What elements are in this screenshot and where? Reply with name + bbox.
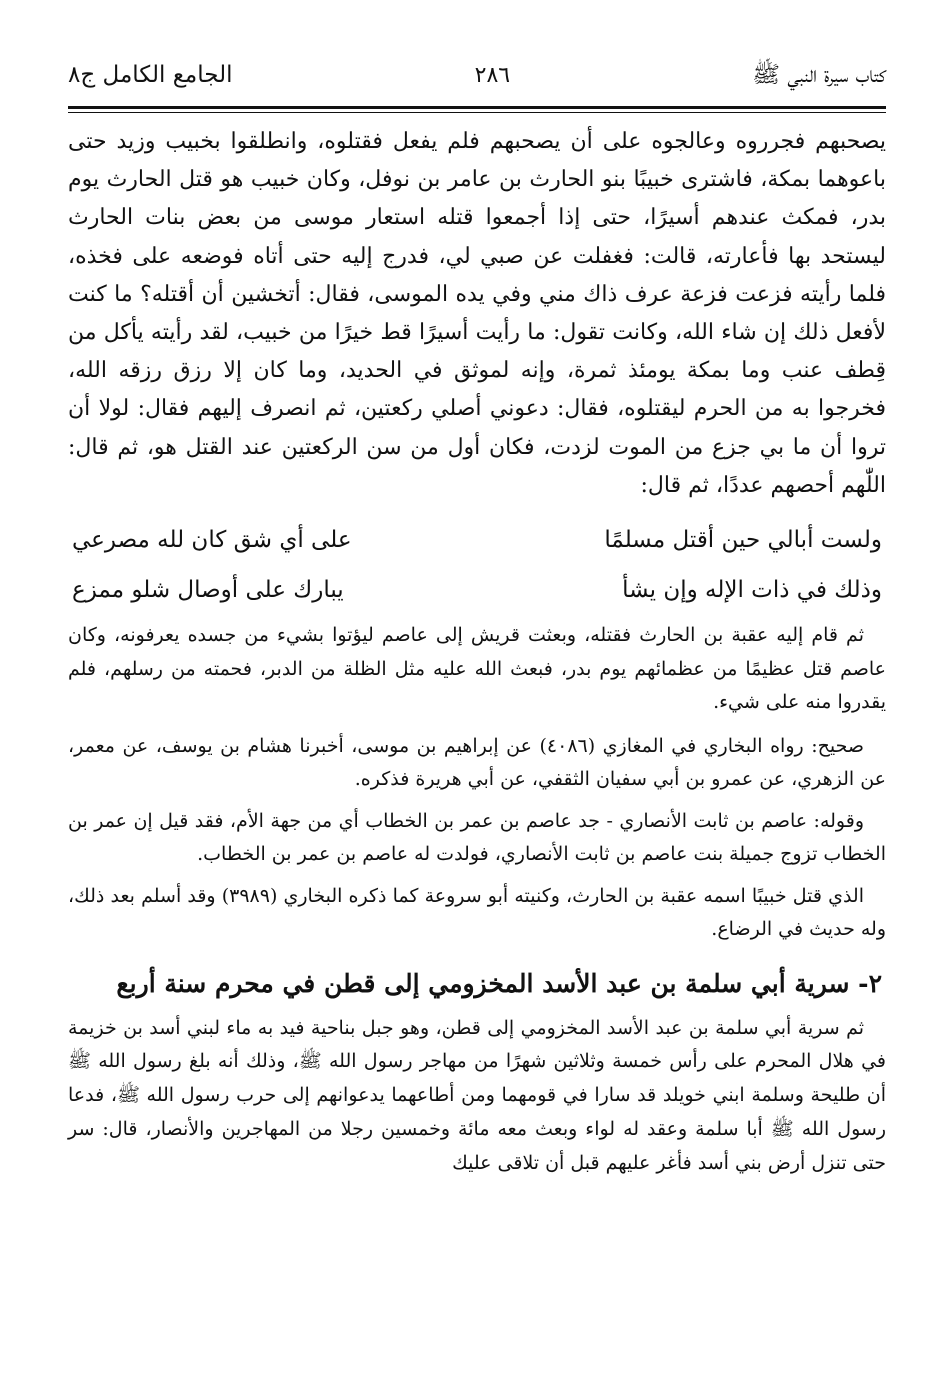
header-rule-thick	[68, 106, 886, 109]
note-asim: وقوله: عاصم بن ثابت الأنصاري - جد عاصم بن عمر بن الخطاب أي من جهة الأم، فقد قيل إن عمر بن الخطاب تزوج جميلة بنت عاصم بن ثابت الأنصاري، فولدت له عاصم بن عمر بن الخطاب.	[68, 809, 886, 866]
volume-label: الجامع الكامل ج٨	[68, 62, 233, 88]
poem-verse-2	[68, 575, 886, 605]
page-header	[68, 60, 886, 100]
page-number: ٢٨٦	[474, 63, 511, 88]
verse-2-first-hemistich: وذلك في ذات الإله وإن يشأ	[622, 577, 882, 604]
book-page	[68, 60, 886, 1181]
note-killer: الذي قتل خبيبًا اسمه عقبة بن الحارث، وكنيته أبو سروعة كما ذكره البخاري (٣٩٨٩) وقد أسلم بعد ذلك، وله حديث في الرضاع.	[68, 884, 886, 941]
notes-block	[68, 730, 886, 947]
verse-1-first-hemistich: ولست أبالي حين أقتل مسلمًا	[604, 527, 882, 554]
header-rule-thin	[68, 112, 886, 113]
book-title: كتاب سيرة النبي ﷺ	[752, 62, 886, 88]
main-paragraph: يصحبهم فجرروه وعالجوه على أن يصحبهم فلم يفعل فقتلوه، وانطلقوا بخبيب وزيد حتى باعوهما بمكة، فاشترى خبيبًا بنو الحارث بن عامر بن نوفل، وكان خبيب هو قتل الحارث يوم بدر، فمكث عندهم أسيرًا، حتى إذا أجمعوا قتله استعار موسى من بعض بنات الحارث ليستحد بها فأعارته، قالت: فغفلت عن صبي لي، فدرج إليه حتى أتاه فوضعه على فخذه، فلما رأيته فزعت فزعة عرف ذاك مني وفي يده الموسى، فقال: أتخشين أن أقتله؟ ما كنت لأفعل ذلك إن شاء الله، وكانت تقول: ما رأيت أسيرًا قط خيرًا من خبيب، لقد رأيته يأكل من قِطف عنب وما بمكة يومئذ ثمرة، وإنه لموثق في الحديد، وما كان إلا رزق رزقه الله، فخرجوا به من الحرم ليقتلوه، فقال: دعوني أصلي ركعتين، ثم انصرف إليهم فقال: لولا أن تروا أن ما بي جزع من الموت لزدت، فكان أول من سن الركعتين عند القتل هو، ثم قال: اللّٰهم أحصهم عددًا، ثم قال:	[68, 129, 886, 498]
poem-verse-1	[68, 525, 886, 555]
after-poem-paragraph: ثم قام إليه عقبة بن الحارث فقتله، وبعثت قريش إلى عاصم ليؤتوا بشيء من جسده يعرفونه، وكان عاصم قتل عظيمًا من عظمائهم يوم بدر، فبعث الله عليه مثل الظلة من الدبر، فحمته من رسلهم، فلم يقدروا منه على شيء.	[68, 624, 886, 714]
verse-2-second-hemistich: يبارك على أوصال شلو ممزع	[72, 577, 344, 604]
section-heading: ٢- سرية أبي سلمة بن عبد الأسد المخزومي إلى قطن في محرم سنة أربع	[116, 968, 882, 998]
note-hadith-source: صحيح: رواه البخاري في المغازي (٤٠٨٦) عن إبراهيم بن موسى، أخبرنا هشام بن يوسف، عن معمر، عن الزهري، عن عمرو بن أبي سفيان الثقفي، عن أبي هريرة فذكره.	[68, 734, 886, 791]
section-paragraph: ثم سرية أبي سلمة بن عبد الأسد المخزومي إلى قطن، وهو جبل بناحية فيد به ماء لبني أسد بن خزيمة في هلال المحرم على رأس خمسة وثلاثين شهرًا من مهاجر رسول الله ﷺ، وذلك أنه بلغ رسول الله ﷺ أن طليحة وسلمة ابني خويلد قد سارا في قومهما ومن أطاعهما يدعوانهم إلى حرب رسول الله ﷺ، فدعا رسول الله ﷺ أبا سلمة وعقد له لواء وبعث معه مائة وخمسين رجلا من المهاجرين والأنصار، قال: سر حتى تنزل أرض بني أسد فأغر عليهم قبل أن تلاقى عليك	[68, 1016, 886, 1174]
verse-1-second-hemistich: على أي شق كان لله مصرعي	[72, 527, 352, 554]
